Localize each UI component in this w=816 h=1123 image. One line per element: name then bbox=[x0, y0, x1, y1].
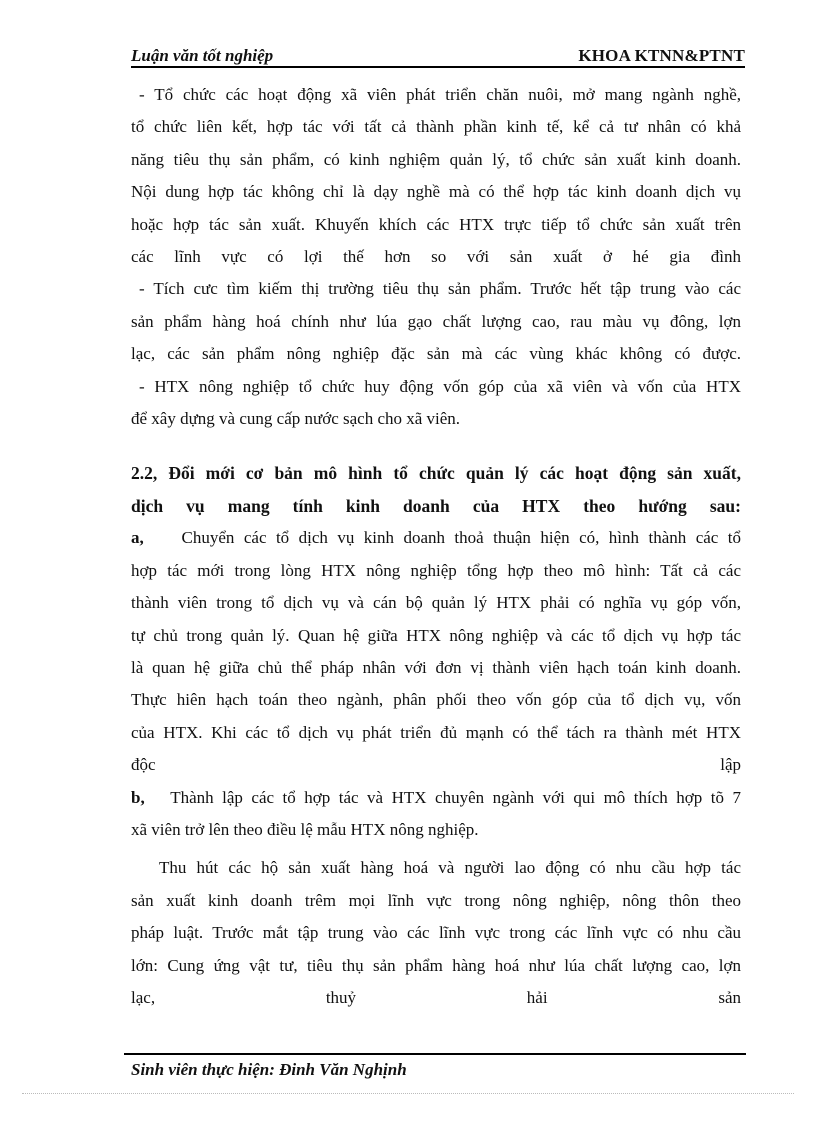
item-b-text: Thành lập các tổ hợp tác và HTX chuyên ngành với qui mô thích hợp tõ 7 bbox=[170, 787, 741, 807]
paragraph-line: xã viên trở lên theo điều lệ mẫu HTX nông nghiệp. bbox=[131, 819, 479, 839]
footer-divider bbox=[124, 1053, 746, 1055]
paragraph-line: Nội dung hợp tác không chỉ là dạy nghề mà có thể hợp tác kinh doanh dịch vụ bbox=[131, 182, 741, 202]
item-b-line bbox=[131, 782, 741, 814]
heading-line: 2.2, Đổi mới cơ bản mô hình tổ chức quản lý các hoạt động sản xuất, bbox=[131, 463, 741, 484]
item-a-line bbox=[131, 522, 741, 554]
paragraph-line: tự chủ trong quản lý. Quan hệ giữa HTX nông nghiệp và các tổ dịch vụ hợp tác bbox=[131, 625, 741, 645]
item-a-text: Chuyển các tổ dịch vụ kinh doanh thoả thuận hiện có, hình thành các tổ bbox=[181, 528, 741, 548]
paragraph-line: để xây dựng và cung cấp nước sạch cho xã viên. bbox=[131, 409, 461, 429]
section-heading bbox=[131, 457, 741, 522]
paragraph-line: sản phẩm hàng hoá chính như lúa gạo chất lượng cao, rau màu vụ đông, lợn bbox=[131, 311, 741, 331]
footer-author: Sinh viên thực hiện: Đinh Văn Nghịnh bbox=[131, 1060, 407, 1079]
paragraph-line: Thu hút các hộ sản xuất hàng hoá và người lao động có nhu cầu hợp tác bbox=[159, 858, 741, 878]
paragraph-line: hợp tác mới trong lòng HTX nông nghiệp tổng hợp theo mô hình: Tất cả các bbox=[131, 560, 741, 580]
paragraph-line: là quan hệ giữa chủ thể pháp nhân với đơn vị thành viên hạch toán kinh doanh. bbox=[131, 657, 741, 677]
item-a-label: a, bbox=[131, 528, 144, 548]
paragraph-line: Thực hiên hạch toán theo ngành, phân phối theo vốn góp của tổ dịch vụ, vốn bbox=[131, 690, 741, 710]
thesis-title: Luận văn tốt nghiệp bbox=[131, 46, 274, 65]
paragraph-line: tổ chức liên kết, hợp tác với tất cả thành phần kinh tế, kể cả tư nhân có khả bbox=[131, 117, 741, 137]
paragraph-line: thành viên trong tổ dịch vụ và cán bộ quản lý HTX phải có nghĩa vụ góp vốn, bbox=[131, 593, 741, 613]
page-body bbox=[131, 79, 741, 1014]
page-header bbox=[131, 46, 745, 68]
paragraph-line: - Tổ chức các hoạt động xã viên phát triển chăn nuôi, mở mang ngành nghề, bbox=[139, 85, 741, 104]
item-b-label: b, bbox=[131, 787, 145, 807]
paragraph-line: của HTX. Khi các tổ dịch vụ phát triển đủ mạnh có thể tách ra thành mét HTX bbox=[131, 722, 741, 742]
paragraph-line: sản xuất kinh doanh trêm mọi lĩnh vực trong nông nghiệp, nông thôn theo bbox=[131, 890, 741, 910]
paragraph-line: các lĩnh vực có lợi thế hơn so với sản xuất ở hé gia đình bbox=[131, 247, 741, 267]
paragraph-line: - Tích cưc tìm kiếm thị trường tiêu thụ sản phẩm. Trước hết tập trung vào các bbox=[139, 279, 741, 299]
heading-line: dịch vụ mang tính kinh doanh của HTX theo hướng sau: bbox=[131, 495, 741, 516]
paragraph-line: lạc, thuỷ hải sản bbox=[131, 987, 741, 1007]
paragraph-line: - HTX nông nghiệp tổ chức huy động vốn góp của xã viên và vốn của HTX bbox=[139, 376, 741, 396]
paragraph-line: lạc, các sản phẩm nông nghiệp đặc sản mà các vùng khác không có được. bbox=[131, 344, 741, 364]
paragraph-line: năng tiêu thụ sản phẩm, có kinh nghiệm quản lý, tổ chức sản xuất kinh doanh. bbox=[131, 149, 741, 169]
page-bottom-border bbox=[22, 1093, 794, 1094]
paragraph-line: lớn: Cung ứng vật tư, tiêu thụ sản phẩm hàng hoá như lúa chất lượng cao, lợn bbox=[131, 955, 741, 975]
paragraph-line: độc lập bbox=[131, 755, 741, 775]
paragraph-line: pháp luật. Trước mắt tập trung vào các lĩnh vực trong các lĩnh vực có nhu cầu bbox=[131, 923, 741, 943]
faculty-name: KHOA KTNN&PTNT bbox=[578, 46, 745, 65]
paragraph-line: hoặc hợp tác sản xuất. Khuyến khích các HTX trực tiếp tổ chức sản xuất trên bbox=[131, 214, 741, 234]
